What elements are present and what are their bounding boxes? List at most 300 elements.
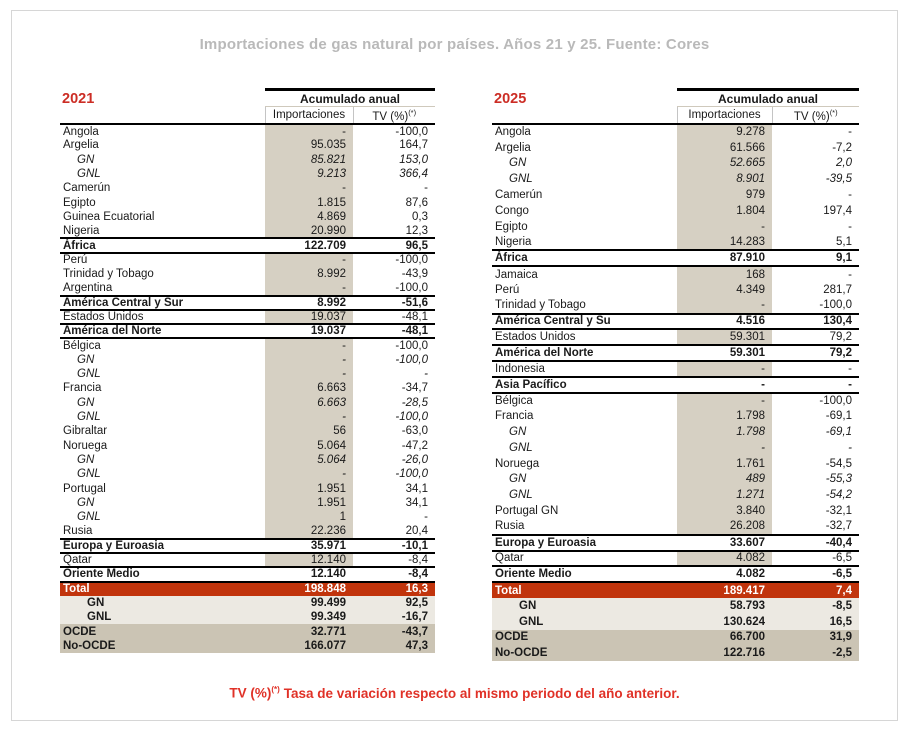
table-row bbox=[60, 153, 435, 167]
cell-imp: 5.064 bbox=[265, 453, 353, 467]
cell-tv: 34,1 bbox=[405, 482, 429, 495]
cell-tv: 164,7 bbox=[399, 139, 429, 152]
cell-imp: 6.663 bbox=[265, 381, 353, 395]
table-row bbox=[492, 440, 859, 456]
table-row bbox=[60, 567, 435, 581]
table-row bbox=[492, 630, 859, 646]
cell-label: GN bbox=[77, 396, 95, 409]
table-row bbox=[60, 510, 435, 524]
table-row bbox=[60, 296, 435, 310]
cell-imp: 99.499 bbox=[265, 596, 353, 610]
cell-label: GN bbox=[77, 153, 95, 166]
cell-imp: 32.771 bbox=[265, 624, 353, 638]
table-row bbox=[60, 253, 435, 267]
cell-label: Angola bbox=[63, 125, 99, 138]
cell-tv: -40,4 bbox=[772, 535, 859, 551]
cell-imp: 166.077 bbox=[265, 639, 353, 653]
cell-label: Francia bbox=[63, 382, 102, 395]
cell-imp: 122.716 bbox=[677, 645, 772, 661]
cell-label: Oriente Medio bbox=[60, 567, 265, 581]
table-row bbox=[492, 408, 859, 424]
table-row bbox=[60, 424, 435, 438]
imports-table-2025 bbox=[492, 88, 859, 661]
cell-label: Noruega bbox=[63, 439, 108, 452]
cell-imp: - bbox=[677, 440, 772, 456]
cell-label: Estados Unidos bbox=[60, 310, 265, 324]
cell-label: GNL bbox=[60, 610, 265, 624]
cell-tv: -8,5 bbox=[772, 598, 859, 614]
cell-tv: -69,1 bbox=[825, 426, 853, 439]
cell-tv: - bbox=[772, 377, 859, 393]
cell-tv: 197,4 bbox=[823, 204, 853, 217]
cell-label: OCDE bbox=[60, 624, 265, 638]
cell-label: No-OCDE bbox=[60, 639, 265, 653]
cell-tv: - bbox=[848, 126, 853, 139]
table-row bbox=[60, 624, 435, 638]
cell-label: Noruega bbox=[495, 457, 540, 470]
cell-tv: -54,2 bbox=[825, 489, 853, 502]
cell-label: GNL bbox=[77, 468, 101, 481]
cell-imp: 4.082 bbox=[677, 566, 772, 582]
table-row bbox=[60, 410, 435, 424]
cell-imp: 122.709 bbox=[265, 238, 353, 252]
cell-tv: -8,4 bbox=[353, 553, 435, 567]
cell-tv: 153,0 bbox=[399, 153, 429, 166]
cell-label: Nigeria bbox=[60, 224, 265, 238]
cell-tv: 12,3 bbox=[353, 224, 435, 238]
cell-tv: - bbox=[848, 268, 853, 281]
cell-imp: 9.278 bbox=[677, 124, 772, 140]
table-row bbox=[60, 481, 435, 495]
table-row bbox=[492, 171, 859, 187]
cell-imp: 59.301 bbox=[677, 329, 772, 345]
cell-tv: -7,2 bbox=[832, 141, 853, 154]
cell-tv: -8,4 bbox=[353, 567, 435, 581]
cell-imp: 19.037 bbox=[265, 310, 353, 324]
cell-imp: 52.665 bbox=[677, 156, 772, 172]
cell-label: GN bbox=[77, 453, 95, 466]
cell-label: América Central y Sur bbox=[60, 296, 265, 310]
cell-label: Nigeria bbox=[492, 235, 677, 251]
col-header-importaciones: Importaciones bbox=[677, 107, 772, 125]
cell-imp: 12.140 bbox=[265, 567, 353, 581]
cell-tv: - bbox=[424, 511, 429, 524]
cell-label: Asia Pacífico bbox=[492, 377, 677, 393]
cell-label: Argelia bbox=[63, 139, 99, 152]
cell-tv: - bbox=[848, 220, 853, 233]
cell-tv: - bbox=[848, 441, 853, 454]
cell-tv: 87,6 bbox=[405, 196, 429, 209]
cell-imp: 4.516 bbox=[677, 314, 772, 330]
cell-imp: 1.804 bbox=[677, 203, 772, 219]
cell-tv: -6,5 bbox=[772, 566, 859, 582]
cell-label: Indonesia bbox=[492, 361, 677, 377]
cell-tv: - bbox=[848, 189, 853, 202]
cell-imp: - bbox=[265, 353, 353, 367]
cell-tv: - bbox=[424, 182, 429, 195]
footnote-text: Tasa de variación respecto al mismo periodo del año anterior. bbox=[283, 685, 680, 701]
table-row bbox=[60, 639, 435, 653]
cell-tv: -54,5 bbox=[825, 457, 853, 470]
table-row bbox=[60, 281, 435, 295]
table-row bbox=[60, 439, 435, 453]
table-row bbox=[60, 267, 435, 281]
table-row bbox=[60, 210, 435, 224]
cell-tv: - bbox=[772, 361, 859, 377]
cell-label: Trinidad y Tobago bbox=[63, 268, 154, 281]
cell-imp: 189.417 bbox=[677, 582, 772, 598]
cell-tv: 16,3 bbox=[353, 582, 435, 596]
table-row bbox=[492, 535, 859, 551]
cell-label: GNL bbox=[492, 614, 677, 630]
table-row bbox=[492, 503, 859, 519]
cell-label: Perú bbox=[495, 283, 520, 296]
cell-tv: 79,2 bbox=[772, 329, 859, 345]
cell-tv: -26,0 bbox=[401, 453, 429, 466]
cell-label: África bbox=[492, 250, 677, 266]
cell-imp: - bbox=[677, 298, 772, 314]
cell-imp: - bbox=[265, 410, 353, 424]
cell-imp: 59.301 bbox=[677, 345, 772, 361]
cell-imp: 26.208 bbox=[677, 519, 772, 535]
year-label-2021: 2021 bbox=[60, 90, 265, 125]
cell-imp: 22.236 bbox=[265, 524, 353, 538]
table-row bbox=[492, 124, 859, 140]
cell-tv: -69,1 bbox=[825, 410, 853, 423]
table-row bbox=[492, 472, 859, 488]
cell-label: Portugal bbox=[63, 482, 106, 495]
table-row bbox=[492, 266, 859, 282]
cell-tv: 130,4 bbox=[772, 314, 859, 330]
cell-imp: - bbox=[265, 124, 353, 138]
cell-imp: 87.910 bbox=[677, 250, 772, 266]
table-row bbox=[60, 238, 435, 252]
cell-imp: 58.793 bbox=[677, 598, 772, 614]
cell-tv: -32,7 bbox=[772, 519, 859, 535]
cell-imp: - bbox=[677, 377, 772, 393]
table-row bbox=[492, 314, 859, 330]
cell-imp: 168 bbox=[677, 266, 772, 282]
table-row bbox=[492, 345, 859, 361]
cell-imp: - bbox=[265, 467, 353, 481]
cell-imp: 33.607 bbox=[677, 535, 772, 551]
table-row bbox=[492, 361, 859, 377]
cell-label: Trinidad y Tobago bbox=[492, 298, 677, 314]
cell-label: Qatar bbox=[60, 553, 265, 567]
cell-tv: - bbox=[424, 368, 429, 381]
cell-imp: 85.821 bbox=[265, 153, 353, 167]
cell-label: América del Norte bbox=[492, 345, 677, 361]
table-row bbox=[492, 250, 859, 266]
cell-label: Estados Unidos bbox=[492, 329, 677, 345]
cell-label: Jamaica bbox=[495, 268, 538, 281]
cell-imp: - bbox=[265, 338, 353, 352]
cell-imp: 66.700 bbox=[677, 630, 772, 646]
cell-tv: 92,5 bbox=[353, 596, 435, 610]
cell-imp: - bbox=[265, 253, 353, 267]
footnote bbox=[0, 685, 909, 701]
cell-imp: 6.663 bbox=[265, 396, 353, 410]
cell-label: África bbox=[60, 238, 265, 252]
cell-tv: 281,7 bbox=[823, 283, 853, 296]
cell-tv: -100,0 bbox=[395, 125, 429, 138]
cell-imp: - bbox=[677, 393, 772, 409]
cell-label: Egipto bbox=[63, 196, 96, 209]
table-row bbox=[60, 338, 435, 352]
cell-tv: 47,3 bbox=[353, 639, 435, 653]
cell-label: GNL bbox=[509, 489, 533, 502]
cell-label: GN bbox=[492, 598, 677, 614]
table-row bbox=[492, 377, 859, 393]
cell-tv: 31,9 bbox=[772, 630, 859, 646]
cell-label: Guinea Ecuatorial bbox=[63, 210, 155, 223]
cell-tv: -10,1 bbox=[353, 539, 435, 553]
table-row bbox=[60, 181, 435, 195]
cell-label: Egipto bbox=[495, 220, 528, 233]
table-row bbox=[492, 298, 859, 314]
table-row bbox=[60, 353, 435, 367]
cell-tv: -100,0 bbox=[395, 411, 429, 424]
table-row bbox=[60, 582, 435, 596]
table-row bbox=[60, 396, 435, 410]
cell-imp: 20.990 bbox=[265, 224, 353, 238]
table-row bbox=[492, 487, 859, 503]
cell-label: GN bbox=[60, 596, 265, 610]
cell-tv: -43,7 bbox=[353, 624, 435, 638]
cell-tv: -39,5 bbox=[825, 173, 853, 186]
cell-label: Gibraltar bbox=[63, 425, 108, 438]
table-row bbox=[60, 124, 435, 138]
table-row bbox=[492, 456, 859, 472]
cell-imp: 61.566 bbox=[677, 140, 772, 156]
cell-tv: 7,4 bbox=[772, 582, 859, 598]
cell-tv: -100,0 bbox=[395, 340, 429, 353]
cell-imp: 5.064 bbox=[265, 439, 353, 453]
cell-imp: 1.951 bbox=[265, 481, 353, 495]
col-header-importaciones: Importaciones bbox=[265, 107, 353, 125]
cell-imp: 1.798 bbox=[677, 408, 772, 424]
cell-imp: 1.951 bbox=[265, 496, 353, 510]
cell-tv: -28,5 bbox=[401, 396, 429, 409]
table-row bbox=[60, 524, 435, 538]
cell-label: GNL bbox=[77, 368, 101, 381]
group-header: Acumulado anual bbox=[677, 90, 859, 107]
cell-label: América Central y Su bbox=[492, 314, 677, 330]
cell-label: Bélgica bbox=[495, 394, 533, 407]
table-row bbox=[60, 324, 435, 338]
cell-tv: -47,2 bbox=[401, 439, 429, 452]
cell-imp: - bbox=[265, 281, 353, 295]
cell-imp: 35.971 bbox=[265, 539, 353, 553]
cell-tv: 9,1 bbox=[772, 250, 859, 266]
table-row bbox=[492, 140, 859, 156]
cell-tv: -100,0 bbox=[395, 254, 429, 267]
cell-imp: 3.840 bbox=[677, 503, 772, 519]
cell-imp: 8.992 bbox=[265, 296, 353, 310]
cell-imp: - bbox=[677, 361, 772, 377]
cell-label: GN bbox=[77, 353, 95, 366]
cell-label: Portugal GN bbox=[495, 505, 559, 518]
cell-tv: 34,1 bbox=[405, 496, 429, 509]
cell-imp: 99.349 bbox=[265, 610, 353, 624]
cell-tv: -16,7 bbox=[353, 610, 435, 624]
cell-tv: -2,5 bbox=[772, 645, 859, 661]
table-row bbox=[60, 453, 435, 467]
cell-label: Argentina bbox=[60, 281, 265, 295]
table-row bbox=[60, 381, 435, 395]
cell-label: Oriente Medio bbox=[492, 566, 677, 582]
cell-label: Total bbox=[60, 582, 265, 596]
table-row bbox=[492, 393, 859, 409]
cell-tv: 20,4 bbox=[353, 524, 435, 538]
cell-imp: 19.037 bbox=[265, 324, 353, 338]
cell-imp: 9.213 bbox=[265, 167, 353, 181]
cell-tv: 366,4 bbox=[399, 168, 429, 181]
year-label-2025: 2025 bbox=[492, 90, 677, 125]
cell-label: Francia bbox=[495, 410, 534, 423]
cell-tv: -48,1 bbox=[353, 310, 435, 324]
cell-tv: 5,1 bbox=[772, 235, 859, 251]
cell-tv: -43,9 bbox=[401, 268, 429, 281]
footnote-tv-label: TV (%) bbox=[229, 685, 272, 701]
table-row bbox=[492, 156, 859, 172]
cell-imp: 12.140 bbox=[265, 553, 353, 567]
cell-imp: 4.082 bbox=[677, 551, 772, 567]
table-row bbox=[492, 551, 859, 567]
col-header-tv: TV (%)(*) bbox=[772, 107, 859, 125]
cell-label: Bélgica bbox=[63, 340, 101, 353]
page-title: Importaciones de gas natural por países. Años 21 y 25. Fuente: Cores bbox=[199, 36, 710, 53]
table-row bbox=[492, 235, 859, 251]
cell-imp: 95.035 bbox=[265, 138, 353, 152]
cell-label: Perú bbox=[63, 254, 88, 267]
cell-label: Rusia bbox=[60, 524, 265, 538]
cell-tv: -100,0 bbox=[395, 353, 429, 366]
cell-label: Congo bbox=[495, 204, 529, 217]
cell-imp: 1.798 bbox=[677, 424, 772, 440]
cell-label: Europa y Euroasia bbox=[60, 539, 265, 553]
table-row bbox=[60, 553, 435, 567]
table-row bbox=[60, 539, 435, 553]
cell-imp: - bbox=[265, 367, 353, 381]
table-row bbox=[492, 329, 859, 345]
cell-label: GNL bbox=[77, 168, 101, 181]
cell-imp: 1.271 bbox=[677, 487, 772, 503]
table-row bbox=[60, 224, 435, 238]
table-row bbox=[492, 424, 859, 440]
table-row bbox=[492, 582, 859, 598]
cell-label: GN bbox=[509, 473, 527, 486]
cell-tv: -100,0 bbox=[353, 281, 435, 295]
cell-tv: 16,5 bbox=[772, 614, 859, 630]
table-row bbox=[60, 596, 435, 610]
cell-label: Angola bbox=[495, 126, 531, 139]
group-header: Acumulado anual bbox=[265, 90, 435, 107]
table-row bbox=[60, 367, 435, 381]
cell-imp: - bbox=[677, 219, 772, 235]
cell-label: No-OCDE bbox=[492, 645, 677, 661]
cell-label: Camerún bbox=[63, 182, 111, 195]
cell-tv: 79,2 bbox=[772, 345, 859, 361]
cell-tv: 2,0 bbox=[836, 157, 853, 170]
table-row bbox=[492, 203, 859, 219]
cell-tv: -6,5 bbox=[772, 551, 859, 567]
cell-imp: 1 bbox=[265, 510, 353, 524]
cell-imp: - bbox=[265, 181, 353, 195]
cell-imp: 1.815 bbox=[265, 195, 353, 209]
cell-label: GN bbox=[509, 157, 527, 170]
table-row bbox=[60, 467, 435, 481]
footnote-marker: (*) bbox=[408, 107, 417, 117]
cell-label: GN bbox=[509, 426, 527, 439]
table-row bbox=[492, 219, 859, 235]
cell-tv: -55,3 bbox=[825, 473, 853, 486]
cell-label: Camerún bbox=[495, 189, 543, 202]
cell-label: América del Norte bbox=[60, 324, 265, 338]
table-row bbox=[60, 310, 435, 324]
cell-imp: 4.869 bbox=[265, 210, 353, 224]
cell-tv: -100,0 bbox=[395, 468, 429, 481]
cell-tv: -63,0 bbox=[401, 425, 429, 438]
cell-imp: 56 bbox=[265, 424, 353, 438]
cell-label: GNL bbox=[509, 441, 533, 454]
cell-imp: 1.761 bbox=[677, 456, 772, 472]
footnote-marker: (*) bbox=[829, 107, 838, 117]
table-row bbox=[492, 187, 859, 203]
table-row bbox=[492, 282, 859, 298]
cell-tv: -100,0 bbox=[772, 298, 859, 314]
cell-tv: 0,3 bbox=[412, 210, 429, 223]
cell-label: Qatar bbox=[492, 551, 677, 567]
cell-imp: 489 bbox=[677, 472, 772, 488]
table-row bbox=[60, 610, 435, 624]
footnote-sup: (*) bbox=[271, 685, 280, 694]
cell-label: GNL bbox=[509, 173, 533, 186]
cell-tv: 96,5 bbox=[353, 238, 435, 252]
cell-tv: -48,1 bbox=[353, 324, 435, 338]
cell-tv: -51,6 bbox=[353, 296, 435, 310]
table-row bbox=[60, 138, 435, 152]
cell-tv: -34,7 bbox=[401, 382, 429, 395]
cell-label: GNL bbox=[77, 411, 101, 424]
cell-imp: 979 bbox=[677, 187, 772, 203]
table-row bbox=[492, 645, 859, 661]
table-row bbox=[492, 519, 859, 535]
cell-label: Rusia bbox=[492, 519, 677, 535]
cell-imp: 130.624 bbox=[677, 614, 772, 630]
cell-label: Total bbox=[492, 582, 677, 598]
cell-imp: 8.992 bbox=[265, 267, 353, 281]
col-header-tv: TV (%)(*) bbox=[353, 107, 435, 125]
cell-imp: 14.283 bbox=[677, 235, 772, 251]
table-row bbox=[492, 566, 859, 582]
table-row bbox=[60, 167, 435, 181]
imports-table-2021 bbox=[60, 88, 435, 653]
table-row bbox=[60, 195, 435, 209]
cell-label: OCDE bbox=[492, 630, 677, 646]
cell-imp: 8.901 bbox=[677, 171, 772, 187]
table-row bbox=[492, 614, 859, 630]
cell-label: Argelia bbox=[495, 141, 531, 154]
cell-tv: -100,0 bbox=[819, 394, 853, 407]
table-row bbox=[60, 496, 435, 510]
cell-imp: 4.349 bbox=[677, 282, 772, 298]
cell-label: GNL bbox=[77, 511, 101, 524]
cell-label: Europa y Euroasia bbox=[492, 535, 677, 551]
cell-imp: 198.848 bbox=[265, 582, 353, 596]
cell-label: GN bbox=[77, 496, 95, 509]
cell-tv: -32,1 bbox=[825, 505, 853, 518]
